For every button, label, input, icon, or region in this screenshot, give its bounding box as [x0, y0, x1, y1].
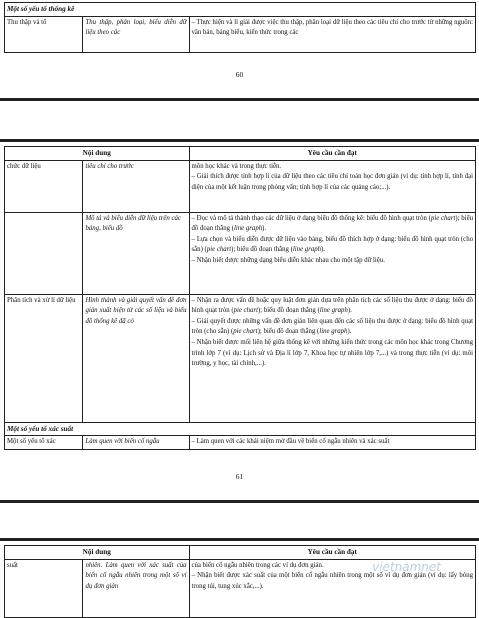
- page-separator: [0, 139, 479, 142]
- table-header-row: [5, 147, 476, 161]
- topic-cell: nhiên. Làm quen với xác suất của biến cố ngẫu nhiên trong một số ví dụ đơn giản: [83, 559, 189, 617]
- table-row: [5, 436, 476, 450]
- section-heading: Một số yếu tố thống kê: [5, 3, 476, 17]
- header-content: Nội dung: [5, 147, 190, 161]
- page-separator: [0, 500, 479, 503]
- requirement-item: của biến cố ngẫu nhiên trong các ví dụ đơn giản.: [191, 561, 324, 569]
- requirement-item: – Nhận biết được xác suất của một biến cố ngẫu nhiên trong một số ví dụ đơn giản (ví dụ: lấy bóng trong túi, tung xúc xắc,...).: [191, 572, 473, 590]
- section-heading-row: [5, 3, 476, 17]
- topic-cell: Mô tả và biểu diễn dữ liệu trên các bảng, biểu đồ: [83, 212, 189, 294]
- content-cell: Thu thập và tổ: [5, 16, 83, 52]
- requirement-cell: – Thực hiện và lí giải được việc thu thập, phân loại dữ liệu theo các tiêu chí cho trước từ những nguồn: văn bản, bảng biểu, kiến thức trong các: [189, 16, 476, 52]
- requirement-cell: [189, 160, 475, 212]
- header-requirements: Yêu cầu cần đạt: [189, 546, 475, 560]
- requirement-item: – Giải thích được tính hợp lí của dữ liệu theo các tiêu chí toán học đơn giản (ví dụ: tính hợp lí, tính đại diện của một kết luận trong phỏng vấn; tính hợp lí của các quảng cáo;...).: [191, 173, 473, 191]
- section-heading: Một số yếu tố xác suất: [5, 422, 476, 436]
- table-row: [5, 16, 476, 52]
- page62-table: [4, 545, 476, 618]
- table-row: [5, 160, 476, 212]
- topic-cell: Thu thập, phân loại, biểu diễn dữ liệu theo các: [83, 16, 189, 52]
- requirement-item: – Nhận biết được những dạng biểu diễn khác nhau cho một tập dữ liệu.: [191, 256, 385, 264]
- requirement-cell: [189, 212, 475, 294]
- page-separator: [0, 98, 479, 101]
- page-number: 61: [235, 472, 244, 481]
- content-cell: chức dữ liệu: [5, 160, 83, 212]
- requirement-item: – Đọc và mô tả thành thạo các dữ liệu ở dạng biểu đồ thống kê: biểu đồ hình quạt tròn (pie chart); biểu đồ đoạn thẳng (line graph).: [191, 214, 473, 233]
- topic-cell: tiêu chí cho trước: [83, 160, 189, 212]
- topic-cell: Hình thành và giải quyết vấn đề đơn giản xuất hiện từ các số liệu và biểu đồ thống kê đã có: [83, 294, 189, 422]
- table-header-row: [5, 546, 476, 560]
- requirement-cell: [189, 294, 475, 422]
- watermark-logo: vietnamnet: [372, 560, 441, 574]
- page61-table: [4, 146, 476, 450]
- requirement-item: – Giải quyết được những vấn đề đơn giản liên quan đến các số liệu thu được ở dạng: biểu đồ hình quạt tròn (cho sẵn) (pie chart); biểu đồ đoạn thẳng (line graph).: [191, 317, 473, 336]
- page-separator: [0, 538, 479, 541]
- table-row: [5, 212, 476, 294]
- requirement-item: – Nhận biết được mối liên hệ giữa thống kê với những kiến thức trong các môn học khác trong Chương trình lớp 7 (ví dụ: Lịch sử và Địa lí lớp 7, Khoa học tự nhiên lớp 7,...) và trong thực tiễn (ví dụ: môi trường, y học, tài chính,...).: [191, 338, 473, 368]
- section-heading-row: [5, 422, 476, 436]
- content-cell: [5, 212, 83, 294]
- page-number: 60: [235, 70, 244, 79]
- content-cell: Phân tích và xử lí dữ liệu: [5, 294, 83, 422]
- requirement-item: môn học khác và trong thực tiễn.: [191, 162, 282, 170]
- requirement-cell: – Làm quen với các khái niệm mở đầu về biến cố ngẫu nhiên và xác suất: [189, 436, 475, 450]
- requirement-item: – Lựa chọn và biểu diễn được dữ liệu vào bảng, biểu đồ thích hợp ở dạng: biểu đồ hình quạt tròn (cho sẵn) (pie chart); biểu đồ đoạn thẳng (line graph).: [191, 235, 473, 254]
- topic-cell: Làm quen với biến cố ngẫu: [83, 436, 189, 450]
- page60-table: [4, 2, 476, 53]
- table-row: [5, 294, 476, 422]
- header-content: Nội dung: [5, 546, 190, 560]
- content-cell: Một số yếu tố xác: [5, 436, 83, 450]
- requirement-item: – Nhận ra được vấn đề hoặc quy luật đơn giản dựa trên phân tích các số liệu thu được ở dạng: biểu đồ hình quạt tròn (pie chart); biểu đồ đoạn thẳng (line graph).: [191, 296, 473, 315]
- header-requirements: Yêu cầu cần đạt: [189, 147, 475, 161]
- content-cell: suất: [5, 559, 83, 617]
